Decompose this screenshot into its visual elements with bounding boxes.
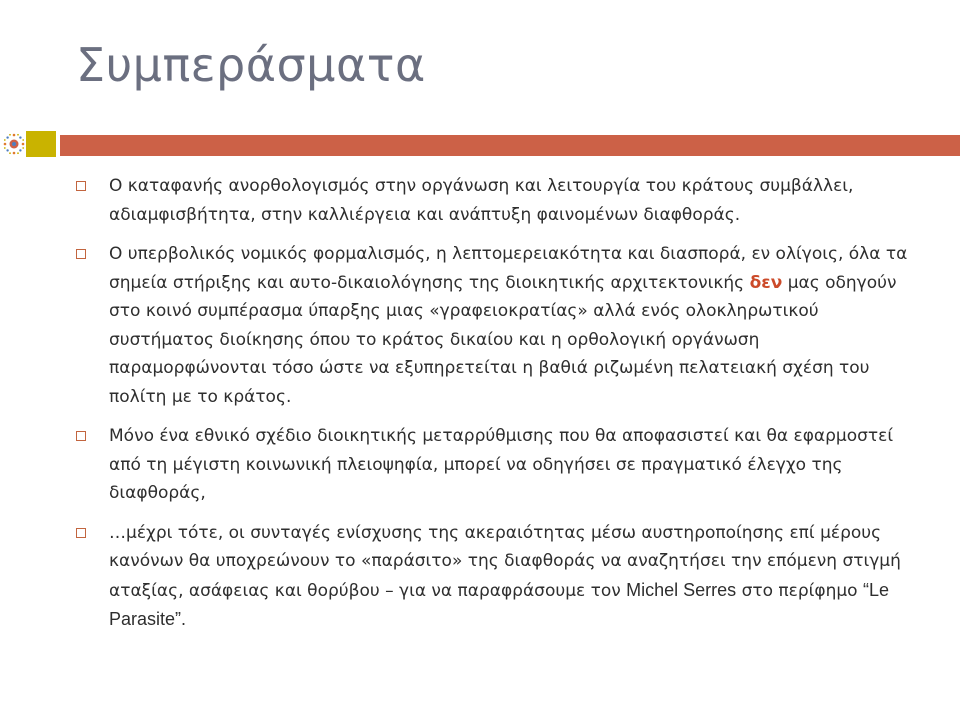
bullet-text-part: μας οδηγούν στο κοινό συμπέρασμα ύπαρξης μιας «γραφειοκρατίας» αλλά ενός ολοκληρωτικού συστήματος διοίκησης όπου το κράτος δικαίου και η ορθολογική οργάνωση παραμορφώνονται τόσο ώστε να εξυπηρετείται η βαθιά ριζωμένη πελατειακή σχέση του πολίτη με το κράτος.	[109, 272, 897, 407]
slide-title: Συμπεράσματα	[76, 38, 426, 92]
bullet-text: Ο καταφανής ανορθολογισμός στην οργάνωση και λειτουργία του κράτους συμβάλλει, αδιαμφισβήτητα, στην καλλιέργεια και ανάπτυξη φαινομένων διαφθοράς.	[109, 176, 854, 225]
highlight-word: δεν	[749, 272, 783, 293]
book-title: “Le Parasite”.	[109, 579, 889, 629]
bullet-text-part: …μέχρι τότε, οι συνταγές ενίσχυσης της ακεραιότητας μέσω αυστηροποίησης επί μέρους κανόνων θα υποχρεώνουν το «παράσιτο» της διαφθοράς να αναζητήσει την επόμενη στιγμή αταξίας, ασάφειας και θορύβου – για να παραφράσουμε τον	[109, 522, 901, 601]
accent-square	[26, 131, 56, 157]
bullet-marker	[76, 528, 86, 538]
bullet-marker	[76, 249, 86, 259]
bullet-text: Μόνο ένα εθνικό σχέδιο διοικητικής μεταρρύθμισης που θα αποφασιστεί και θα εφαρμοστεί από τη μέγιστη κοινωνική πλειοψηφία, μπορεί να οδηγήσει σε πραγματικό έλεγχο της διαφθοράς,	[109, 426, 894, 503]
bullet-item	[76, 240, 916, 411]
bullet-item	[76, 422, 916, 508]
author-name: Michel Serres	[626, 579, 737, 600]
bullet-item	[76, 519, 916, 635]
bullet-marker	[76, 181, 86, 191]
sun-dots-icon	[2, 132, 26, 156]
bullet-text-part: Ο υπερβολικός νομικός φορμαλισμός, η λεπτομερειακότητα και διασπορά, εν ολίγοις, όλα τα σημεία στήριξης και αυτο-δικαιολόγησης της διοικητικής αρχιτεκτονικής	[109, 244, 908, 293]
bullet-marker	[76, 431, 86, 441]
accent-bar	[60, 135, 960, 156]
bullet-text-part: στο περίφημο	[736, 580, 863, 601]
bullet-item	[76, 172, 916, 229]
bullet-list	[76, 172, 916, 646]
